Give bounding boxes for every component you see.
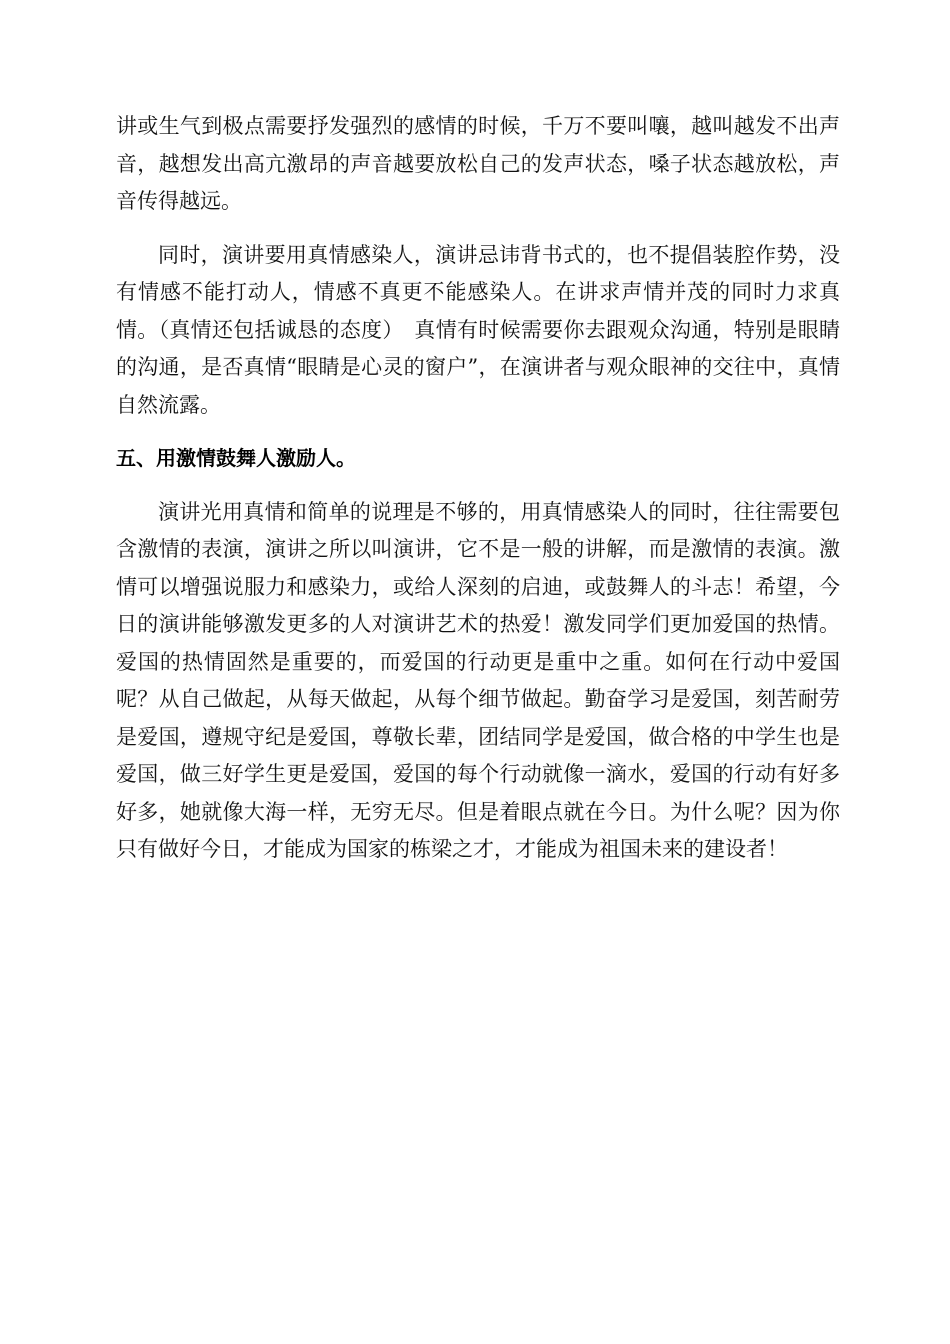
document-body: [116, 108, 840, 869]
paragraph-continuation: 讲或生气到极点需要抒发强烈的感情的时候，千万不要叫嚷，越叫越发不出声音，越想发出高亢激昂的声音越要放松自己的发声状态，嗓子状态越放松，声音传得越远。: [116, 114, 840, 213]
section-heading: 五、用激情鼓舞人激励人。: [116, 446, 356, 470]
paragraph-passion: 演讲光用真情和简单的说理是不够的，用真情感染人的同时，往往需要包含激情的表演，演讲之所以叫演讲，它不是一般的讲解，而是激情的表演。激情可以增强说服力和感染力，或给人深刻的启迪，或鼓舞人的斗志！希望，今日的演讲能够激发更多的人对演讲艺术的热爱！激发同学们更加爱国的热情。爱国的热情固然是重要的，而爱国的行动更是重中之重。如何在行动中爱国呢？从自己做起，从每天做起，从每个细节做起。勤奋学习是爱国，刻苦耐劳是爱国，遵规守纪是爱国，尊敬长辈，团结同学是爱国，做合格的中学生也是爱国，做三好学生更是爱国，爱国的每个行动就像一滴水，爱国的行动有好多好多，她就像大海一样，无穷无尽。但是着眼点就在今日。为什么呢？因为你只有做好今日，才能成为国家的栋梁之才，才能成为祖国未来的建设者！: [116, 499, 840, 861]
paragraph-sincerity: 同时，演讲要用真情感染人，演讲忌讳背书式的，也不提倡装腔作势，没有情感不能打动人，情感不真更不能感染人。在讲求声情并茂的同时力求真情。（真情还包括诚恳的态度） 真情有时候需要你去跟观众沟通，特别是眼睛的沟通，是否真情“眼睛是心灵的窗户”，在演讲者与观众眼神的交往中，真情自然流露。: [116, 242, 840, 417]
